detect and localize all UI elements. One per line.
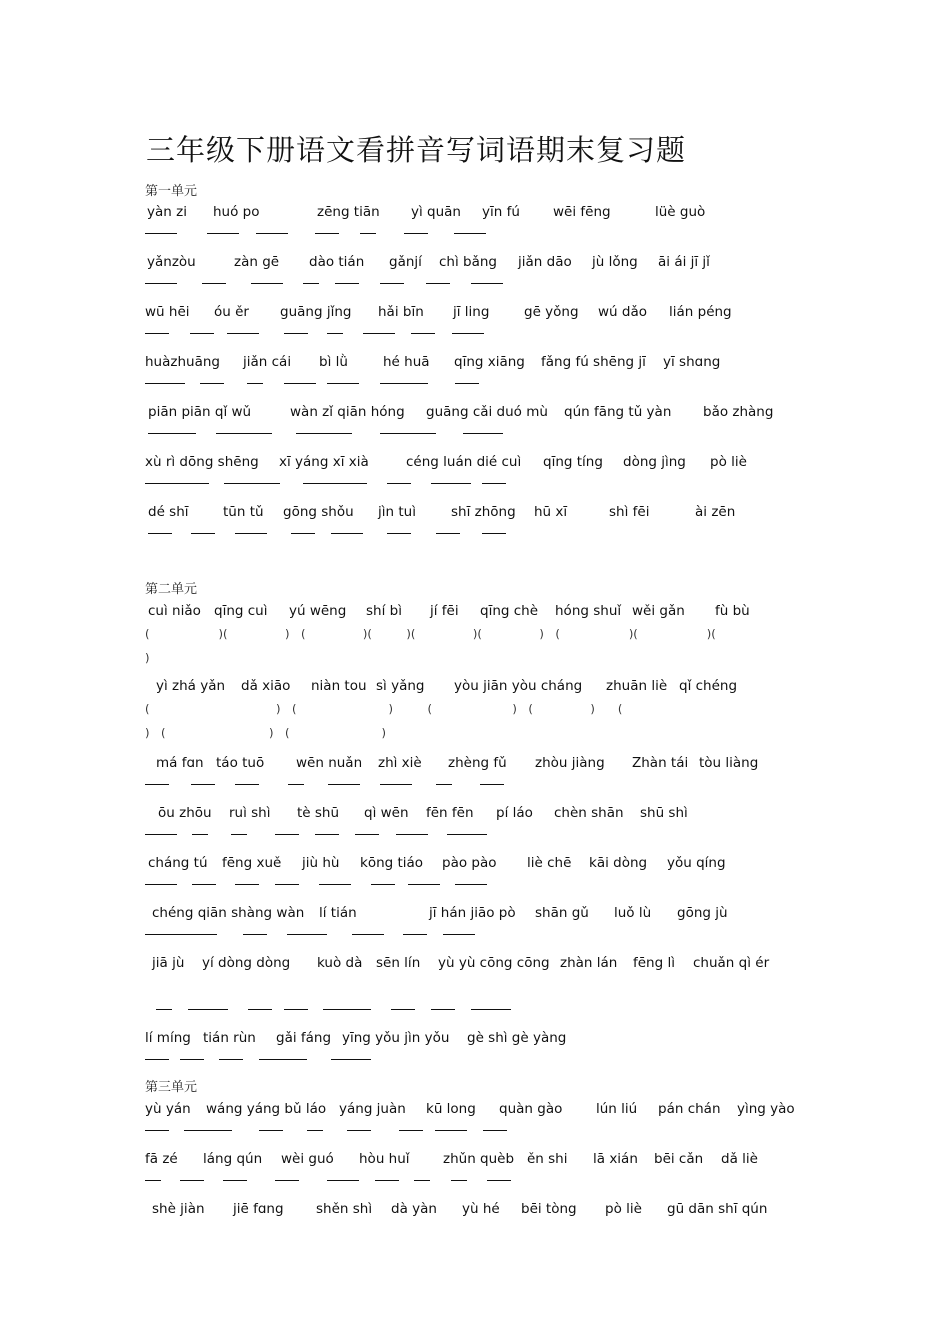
pinyin-word: hóng shuǐ	[555, 603, 622, 619]
answer-blank[interactable]	[207, 233, 239, 234]
pinyin-word: pán chán	[658, 1101, 721, 1117]
answer-blank[interactable]	[482, 533, 506, 534]
answer-blank[interactable]	[247, 383, 263, 384]
pinyin-word: hǎi bīn	[378, 304, 424, 320]
answer-blank[interactable]	[399, 1130, 423, 1131]
pinyin-word: fēn fēn	[426, 805, 474, 821]
answer-blank[interactable]	[480, 784, 504, 785]
pinyin-word: gè shì gè yàng	[467, 1030, 567, 1046]
answer-blank[interactable]	[391, 1009, 415, 1010]
pinyin-word: ruì shì	[229, 805, 271, 821]
pinyin-word: gē yǒng	[524, 304, 579, 320]
answer-blank[interactable]	[323, 1009, 371, 1010]
pinyin-word: dòng jìng	[623, 454, 686, 470]
answer-blank[interactable]	[291, 533, 315, 534]
pinyin-word: hòu huǐ	[359, 1151, 410, 1167]
answer-blank[interactable]	[363, 333, 395, 334]
pinyin-word: shī zhōng	[451, 504, 516, 520]
pinyin-word: qì wēn	[364, 805, 409, 821]
answer-blank[interactable]	[180, 1059, 204, 1060]
answer-blank[interactable]	[315, 834, 339, 835]
pinyin-word: tè shū	[297, 805, 340, 821]
pinyin-word: ěn shi	[527, 1151, 568, 1167]
pinyin-word: pào pào	[442, 855, 497, 871]
answer-blank[interactable]	[315, 233, 339, 234]
answer-blank[interactable]	[355, 834, 379, 835]
pinyin-word: lún liú	[596, 1101, 638, 1117]
pinyin-word: bì lǜ	[319, 354, 348, 370]
answer-blank[interactable]	[145, 784, 169, 785]
answer-blank[interactable]	[192, 834, 208, 835]
answer-blank[interactable]	[275, 834, 299, 835]
answer-blank[interactable]	[145, 934, 217, 935]
pinyin-word: hū xī	[534, 504, 568, 520]
answer-parentheses: ( )( ) ( )( )( )( ) ( )( )(	[145, 627, 716, 641]
pinyin-word: qīng xiāng	[454, 354, 525, 370]
answer-blank[interactable]	[431, 1009, 455, 1010]
answer-blank[interactable]	[180, 1180, 204, 1181]
pinyin-word: lián péng	[669, 304, 732, 320]
answer-blank[interactable]	[454, 233, 486, 234]
pinyin-word: pò liè	[605, 1201, 642, 1217]
pinyin-word: fā zé	[145, 1151, 178, 1167]
answer-blank[interactable]	[145, 283, 177, 284]
pinyin-word: jiǎn cái	[243, 354, 292, 370]
pinyin-word: yù yù cōng cōng	[438, 955, 550, 971]
answer-blank[interactable]	[248, 1009, 272, 1010]
pinyin-word: wèi guó	[281, 1151, 334, 1167]
pinyin-word: fù bù	[715, 603, 750, 619]
answer-blank[interactable]	[235, 533, 267, 534]
answer-blank[interactable]	[403, 934, 427, 935]
pinyin-word: zhàn lán	[560, 955, 618, 971]
pinyin-word: chuǎn qì ér	[693, 955, 770, 971]
pinyin-word: gōng shǒu	[283, 504, 354, 520]
answer-blank[interactable]	[303, 283, 319, 284]
answer-blank[interactable]	[327, 1180, 359, 1181]
answer-blank[interactable]	[327, 333, 343, 334]
pinyin-word: yáng juàn	[339, 1101, 406, 1117]
pinyin-word: yàn zi	[147, 204, 187, 220]
pinyin-word: chèn shān	[554, 805, 624, 821]
pinyin-word: gǎi fáng	[276, 1030, 332, 1046]
answer-blank[interactable]	[396, 834, 428, 835]
pinyin-word: óu ěr	[214, 304, 249, 320]
answer-blank[interactable]	[227, 333, 259, 334]
pinyin-word: huàzhuāng	[145, 354, 220, 370]
answer-blank[interactable]	[455, 884, 487, 885]
pinyin-word: ài zēn	[695, 504, 736, 520]
pinyin-word: xī yáng xī xià	[279, 454, 369, 470]
answer-blank[interactable]	[259, 1059, 307, 1060]
pinyin-word: chéng qiān shàng wàn	[152, 905, 305, 921]
pinyin-word: dà yàn	[391, 1201, 437, 1217]
pinyin-word: āi ái jī jǐ	[658, 254, 710, 270]
pinyin-word: qīng tíng	[543, 454, 603, 470]
pinyin-word: bǎo zhàng	[703, 404, 774, 420]
answer-blank[interactable]	[284, 333, 308, 334]
pinyin-word: jí fēi	[430, 603, 459, 619]
answer-blank[interactable]	[275, 1180, 299, 1181]
answer-blank[interactable]	[287, 934, 327, 935]
pinyin-word: huó po	[213, 204, 260, 220]
pinyin-word: yì quān	[411, 204, 461, 220]
section-heading: 第一单元	[145, 184, 198, 199]
pinyin-word: fēng lì	[633, 955, 675, 971]
answer-blank[interactable]	[190, 333, 214, 334]
pinyin-word: jiā jù	[152, 955, 185, 971]
answer-blank[interactable]	[219, 1059, 243, 1060]
pinyin-word: lüè guò	[655, 204, 706, 220]
pinyin-word: yú wēng	[289, 603, 347, 619]
pinyin-word: hé huā	[383, 354, 430, 370]
answer-blank[interactable]	[235, 784, 259, 785]
pinyin-word: gū dān shī qún	[667, 1201, 768, 1217]
pinyin-word: gōng jù	[677, 905, 728, 921]
answer-blank[interactable]	[231, 834, 247, 835]
answer-blank[interactable]	[243, 934, 267, 935]
answer-blank[interactable]	[145, 1059, 169, 1060]
pinyin-word: kāi dòng	[589, 855, 648, 871]
answer-blank[interactable]	[431, 483, 471, 484]
pinyin-word: niàn tou	[311, 678, 367, 694]
pinyin-word: má fɑn	[156, 755, 204, 771]
answer-blank[interactable]	[145, 1130, 169, 1131]
answer-blank[interactable]	[335, 283, 359, 284]
pinyin-word: dǎ liè	[721, 1151, 758, 1167]
answer-blank[interactable]	[471, 283, 503, 284]
answer-parentheses: ( ) ( ) ( ) ( ) (	[145, 702, 623, 716]
answer-blank[interactable]	[288, 784, 304, 785]
pinyin-word: ōu zhōu	[158, 805, 212, 821]
pinyin-word: wàn zǐ qiān hóng	[290, 404, 405, 420]
pinyin-word: wáng yáng bǔ láo	[206, 1101, 327, 1117]
pinyin-word: dé shī	[148, 504, 189, 520]
pinyin-word: yù hé	[462, 1201, 500, 1217]
pinyin-word: yí dòng dòng	[202, 955, 291, 971]
pinyin-word: chì bǎng	[439, 254, 497, 270]
pinyin-word: jiē fɑng	[233, 1201, 284, 1217]
answer-parentheses: )	[145, 651, 150, 665]
section-heading: 第三单元	[145, 1080, 198, 1095]
answer-blank[interactable]	[327, 383, 359, 384]
pinyin-word: láng qún	[203, 1151, 263, 1167]
answer-blank[interactable]	[347, 1130, 371, 1131]
pinyin-word: yīn fú	[482, 204, 520, 220]
pinyin-word: wú dǎo	[598, 304, 647, 320]
pinyin-word: yì zhá yǎn	[156, 678, 226, 694]
answer-blank[interactable]	[331, 1059, 371, 1060]
answer-blank[interactable]	[375, 1180, 399, 1181]
pinyin-word: jù lǒng	[592, 254, 638, 270]
pinyin-word: tòu liàng	[699, 755, 759, 771]
pinyin-word: gǎnjí	[389, 254, 422, 270]
answer-blank[interactable]	[436, 533, 460, 534]
pinyin-word: lí míng	[145, 1030, 191, 1046]
answer-blank[interactable]	[380, 283, 404, 284]
answer-blank[interactable]	[380, 433, 436, 434]
pinyin-word: yìng yào	[737, 1101, 795, 1117]
pinyin-word: zhòu jiàng	[535, 755, 605, 771]
answer-blank[interactable]	[200, 383, 224, 384]
pinyin-word: qǐ chéng	[679, 678, 738, 694]
answer-blank[interactable]	[148, 533, 172, 534]
pinyin-word: shū shì	[640, 805, 688, 821]
answer-blank[interactable]	[319, 884, 351, 885]
pinyin-word: zhuān liè	[606, 678, 668, 694]
pinyin-word: dǎ xiāo	[241, 678, 291, 694]
pinyin-word: fǎng fú shēng jī	[541, 354, 646, 370]
pinyin-word: pí láo	[496, 805, 533, 821]
pinyin-word: zhǔn quèb	[443, 1151, 515, 1167]
pinyin-word: yòu jiān yòu cháng	[454, 678, 583, 694]
answer-blank[interactable]	[487, 1180, 511, 1181]
pinyin-word: shí bì	[366, 603, 402, 619]
pinyin-word: wēn nuǎn	[296, 755, 363, 771]
answer-blank[interactable]	[284, 383, 316, 384]
pinyin-word: yǒu qíng	[667, 855, 726, 871]
answer-blank[interactable]	[223, 1180, 247, 1181]
answer-parentheses: ) ( ) ( )	[145, 726, 386, 740]
answer-blank[interactable]	[145, 233, 177, 234]
pinyin-word: xù rì dōng shēng	[145, 454, 259, 470]
pinyin-word: bēi cǎn	[654, 1151, 704, 1167]
pinyin-word: yī shɑng	[663, 354, 721, 370]
answer-blank[interactable]	[451, 1180, 467, 1181]
answer-blank[interactable]	[145, 834, 177, 835]
answer-blank[interactable]	[251, 283, 283, 284]
pinyin-word: cháng tú	[148, 855, 208, 871]
pinyin-word: zhì xiè	[378, 755, 422, 771]
pinyin-word: zàn gē	[234, 254, 280, 270]
answer-blank[interactable]	[184, 1130, 232, 1131]
answer-blank[interactable]	[414, 1180, 430, 1181]
answer-blank[interactable]	[380, 383, 428, 384]
answer-blank[interactable]	[387, 533, 411, 534]
answer-blank[interactable]	[303, 483, 367, 484]
answer-blank[interactable]	[463, 433, 503, 434]
pinyin-word: wū hēi	[145, 304, 190, 320]
pinyin-word: Zhàn tái	[632, 755, 689, 771]
pinyin-word: jìn tuì	[378, 504, 416, 520]
answer-blank[interactable]	[256, 233, 288, 234]
pinyin-word: pò liè	[710, 454, 747, 470]
answer-blank[interactable]	[455, 383, 479, 384]
answer-blank[interactable]	[443, 934, 475, 935]
pinyin-word: dào tián	[309, 254, 365, 270]
answer-blank[interactable]	[328, 784, 360, 785]
pinyin-word: fēng xuě	[222, 855, 282, 871]
answer-blank[interactable]	[259, 1130, 283, 1131]
pinyin-word: céng luán dié cuì	[406, 454, 522, 470]
answer-blank[interactable]	[452, 333, 484, 334]
answer-blank[interactable]	[148, 433, 196, 434]
pinyin-word: lā xián	[593, 1151, 638, 1167]
pinyin-word: luǒ lù	[614, 905, 652, 921]
pinyin-word: lí tián	[319, 905, 357, 921]
pinyin-word: guāng cǎi duó mù	[426, 404, 548, 420]
answer-blank[interactable]	[380, 784, 412, 785]
answer-blank[interactable]	[191, 784, 215, 785]
pinyin-word: quàn gào	[499, 1101, 563, 1117]
answer-blank[interactable]	[188, 1009, 228, 1010]
pinyin-word: wēi fēng	[553, 204, 611, 220]
answer-blank[interactable]	[483, 1130, 507, 1131]
pinyin-word: zhèng fǔ	[448, 755, 507, 771]
page-title: 三年级下册语文看拼音写词语期末复习题	[146, 133, 687, 167]
pinyin-word: kuò dà	[317, 955, 363, 971]
answer-blank[interactable]	[145, 383, 185, 384]
answer-blank[interactable]	[216, 433, 272, 434]
answer-blank[interactable]	[224, 483, 280, 484]
answer-blank[interactable]	[447, 834, 487, 835]
answer-blank[interactable]	[284, 1009, 308, 1010]
pinyin-word: guāng jǐng	[280, 304, 352, 320]
answer-blank[interactable]	[471, 1009, 511, 1010]
pinyin-word: sì yǎng	[376, 678, 425, 694]
answer-blank[interactable]	[202, 283, 226, 284]
answer-blank[interactable]	[482, 483, 506, 484]
pinyin-word: jiù hù	[302, 855, 340, 871]
pinyin-word: bēi tòng	[521, 1201, 577, 1217]
pinyin-word: piān piān qǐ wǔ	[148, 404, 252, 420]
answer-blank[interactable]	[436, 784, 452, 785]
answer-blank[interactable]	[145, 333, 169, 334]
pinyin-word: tián rùn	[203, 1030, 256, 1046]
answer-blank[interactable]	[352, 934, 384, 935]
pinyin-word: shěn shì	[316, 1201, 373, 1217]
answer-blank[interactable]	[408, 884, 440, 885]
pinyin-word: jī ling	[453, 304, 490, 320]
answer-blank[interactable]	[191, 533, 215, 534]
answer-blank[interactable]	[192, 884, 216, 885]
pinyin-word: zēng tiān	[317, 204, 380, 220]
pinyin-word: jī hán jiāo pò	[429, 905, 516, 921]
pinyin-word: wěi gǎn	[632, 603, 685, 619]
answer-blank[interactable]	[331, 533, 363, 534]
pinyin-word: yīng yǒu jìn yǒu	[342, 1030, 450, 1046]
pinyin-word: liè chē	[527, 855, 572, 871]
answer-blank[interactable]	[156, 1009, 172, 1010]
answer-blank[interactable]	[235, 884, 259, 885]
pinyin-word: qīng chè	[480, 603, 539, 619]
pinyin-word: cuì niǎo	[148, 603, 201, 619]
answer-blank[interactable]	[307, 1130, 323, 1131]
pinyin-word: táo tuō	[216, 755, 265, 771]
answer-blank[interactable]	[275, 884, 299, 885]
answer-blank[interactable]	[387, 483, 411, 484]
answer-blank[interactable]	[360, 233, 376, 234]
answer-blank[interactable]	[145, 483, 209, 484]
pinyin-word: kū long	[426, 1101, 476, 1117]
pinyin-word: qīng cuì	[214, 603, 268, 619]
answer-blank[interactable]	[145, 884, 177, 885]
pinyin-word: kōng tiáo	[360, 855, 424, 871]
answer-blank[interactable]	[411, 333, 435, 334]
pinyin-word: yǎnzòu	[147, 254, 196, 270]
pinyin-word: shè jiàn	[152, 1201, 205, 1217]
answer-blank[interactable]	[371, 884, 395, 885]
answer-blank[interactable]	[404, 233, 428, 234]
pinyin-word: qún fāng tǔ yàn	[564, 404, 672, 420]
pinyin-word: shì fēi	[609, 504, 650, 520]
pinyin-word: yù yán	[145, 1101, 191, 1117]
pinyin-word: shān gǔ	[535, 905, 589, 921]
pinyin-word: sēn lín	[376, 955, 421, 971]
answer-blank[interactable]	[435, 1130, 467, 1131]
answer-blank[interactable]	[296, 433, 352, 434]
section-heading: 第二单元	[145, 582, 198, 597]
pinyin-word: tūn tǔ	[223, 504, 264, 520]
pinyin-word: jiǎn dāo	[518, 254, 572, 270]
answer-blank[interactable]	[426, 283, 450, 284]
answer-blank[interactable]	[145, 1180, 161, 1181]
